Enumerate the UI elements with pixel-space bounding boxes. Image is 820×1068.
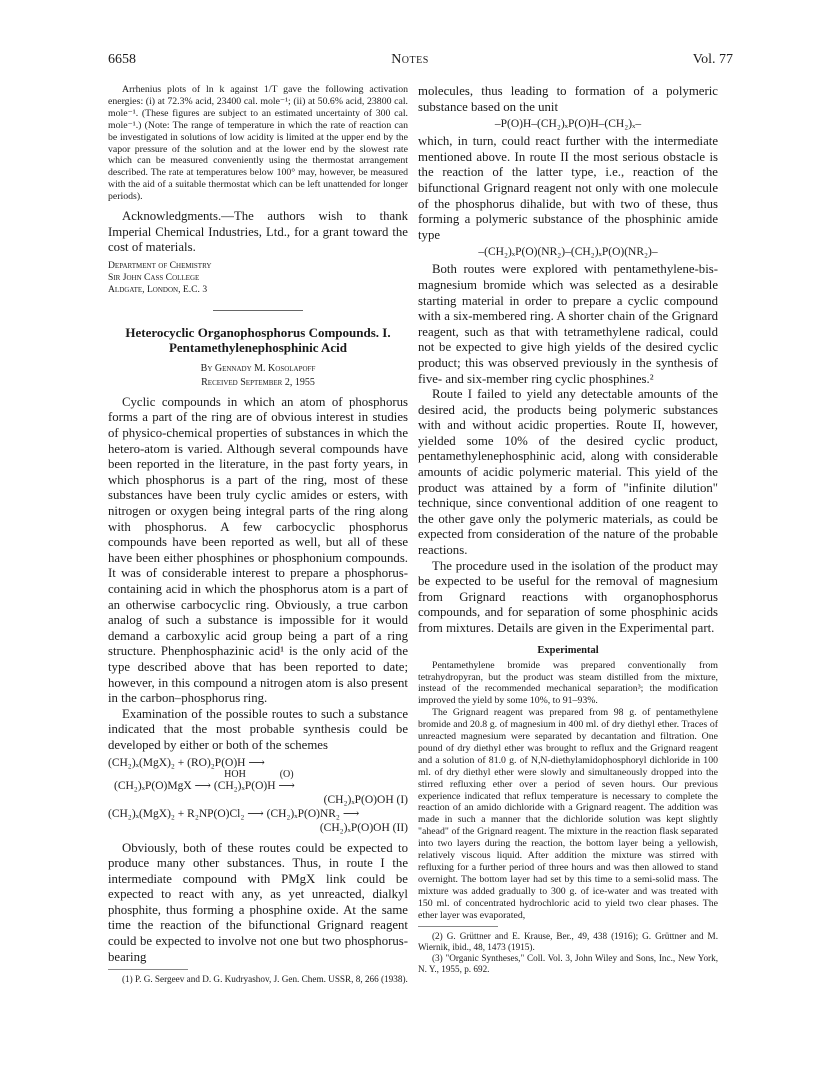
article-title-line-2: Pentamethylenephosphinic Acid <box>168 339 348 355</box>
polymer-unit-formula: –P(O)H–(CH₂)ₓP(O)H–(CH₂)ₓ– <box>494 118 642 131</box>
page-number: 6658 <box>108 52 136 67</box>
received-date: Received September 2, 1955 <box>201 376 315 388</box>
routes-explored-paragraph: Both routes were explored with pentamethylene-bis-magnesium bromide which was selected as a desirable starting material in order to prepare a cyclic compound with a six-membered ring. A shorter chain of the Grignard reagent, such as that with tetramethylene radical, could not be expected to give high yields of the desired cyclic product; this was observed previously in the synthesis of five- and six-member ring cyclic phosphines.² <box>418 262 718 386</box>
phosphinic-amide-formula: –(CH₂)ₓP(O)(NR₂)–(CH₂)ₓP(O)(NR₂)– <box>478 246 658 259</box>
routes-paragraph: Examination of the possible routes to such a substance indicated that the most probable synthesis could be developed by either or both of the schemes <box>108 706 408 752</box>
reaction-schemes <box>108 756 408 835</box>
page-header <box>0 52 820 72</box>
right-column <box>418 84 718 975</box>
footnote-3: (3) "Organic Syntheses," Coll. Vol. 3, John Wiley and Sons, Inc., New York, N. Y., 1955, p. 692. <box>418 952 718 974</box>
experimental-paragraph-1: Pentamethylene bromide was prepared conventionally from tetrahydropyran, but the product was steam distilled from the mixture, instead of the recommended mechanical separation³; the modification improved the yield by some 10%, to 91–93%. <box>418 659 718 707</box>
affiliation-line-3: Aldgate, London, E.C. 3 <box>108 283 208 295</box>
scheme-1-oxidation-step <box>278 768 295 793</box>
footnote-1: (1) P. G. Sergeev and D. G. Kudryashov, J. Gen. Chem. USSR, 8, 266 (1938). <box>122 974 408 985</box>
left-column <box>108 84 408 985</box>
affiliation-line-2: Sir John Cass College <box>108 271 200 283</box>
footnote-rule <box>108 969 188 970</box>
scheme-2-line-2: (CH₂)ₓP(O)OH (II) <box>319 821 408 834</box>
section-divider <box>213 310 303 311</box>
author-byline: By Gennady M. Kosolapoff <box>200 362 316 374</box>
affiliation <box>108 260 408 296</box>
arrhenius-paragraph: Arrhenius plots of ln k against 1/T gave the following activation energies: (i) at 72.3% acid, 23400 cal. mole⁻¹; (ii) at 50.6% acid, 23800 cal. mole⁻¹. (These figures are subject to an estimated uncertainty of 300 cal. mole⁻¹.) (Note: The range of temperature in which the rate of reaction can be investigated in solutions of low acidity is limited at the upper end by the vapor pressure of the solution and at the lower end by the slowest rate which can be measured conveniently using the thermostat arrangement described. The rate at temperatures below 100° may, however, be measured with the aid of a suitable thermostat which can be left unattended for longer periods). <box>108 84 408 203</box>
footnote-2: (2) G. Grüttner and E. Krause, Ber., 49, 438 (1916); G. Grüttner and M. Wiernik, ibid., 48, 1473 (1915). <box>418 930 718 952</box>
scheme-1-hoh-label: HOH <box>224 768 246 780</box>
route-obstacle-paragraph: which, in turn, could react further with the intermediate mentioned above. In route II the most serious obstacle is the reaction of the latter type, i.e., reaction of the bifunctional Grignard reagent not only with one molecule of the phosphorus dihalide, but with two of these, thus forming a polymeric substance of the phosphinic amide type <box>418 134 718 242</box>
intro-paragraph: Cyclic compounds in which an atom of phosphorus forms a part of the ring are of obvious interest in studies of physico-chemical properties of substances in which the hetero-atom is varied. Although several compounds have been reported in the literature, in the past forty years, in which phosphorus is a part of the ring, most of these substances have been truly cyclic amides or esters, with nitrogen or oxygen being integral parts of the ring along with phosphorus. A few carbocyclic phosphorus compounds have been reported as well, but all of these have been either phosphines or phosphonium compounds. It was of considerable interest to prepare a phosphorus-containing acid in which the phosphorus atom is a part of an otherwise carbocyclic ring. Obviously, a true carbon analog of such a substance is impossible for it would demand a carboxylic acid group being a part of a ring structure. Phenphosphazinic acid¹ is the only acid of the type described above that has been reported to date; however, in this compound a nitrogen atom is also present in the carbon–phosphorus ring. <box>108 394 408 706</box>
scheme-2-line-1: (CH₂)ₓ(MgX)₂ + R₂NP(O)Cl₂ ⟶ (CH₂)ₓP(O)NR₂ ⟶ <box>108 807 360 820</box>
acknowledgments: Acknowledgments.—The authors wish to thank Imperial Chemical Industries, Ltd., for a grant toward the cost of materials. <box>108 209 408 255</box>
scheme-1-line-2 <box>108 768 408 793</box>
experimental-paragraph-2: The Grignard reagent was prepared from 98 g. of pentamethylene bromide and 20.8 g. of magnesium in 400 ml. of dry diethyl ether. Traces of unreacted magnesium were separated by decantation and filtration. One pound of dry diethyl ether was brought to reflux and the Grignard reagent and a solution of 81.0 g. of N,N-diethylamidophosphoryl dichloride in 100 ml. of dry diethyl ether were slowly and simultaneously dropped into the stirred refluxing ether over a period of seven hours. Our previous experience indicated that reflux temperature is necessary to complete the reaction of an amido dichloride with a Grignard reagent. The addition was made in such a manner that the dichloride solution was kept slightly "ahead" of the Grignard reagent. The mixture in the reaction flask separated into two layers during the reaction, the bottom layer being a yellowish, relatively viscous liquid. After addition the mixture was stirred with refluxing for a further period of three hours and was then allowed to stand overnight. The bottom layer had set by this time to a semi-solid mass. The mixture was added gradually to 300 g. of ice-water and was treated with 150 ml. of concentrated hydrochloric acid to yield two clear phases. The ether layer was evaporated, <box>418 707 718 921</box>
footnote-rule-right <box>418 926 498 927</box>
experimental-heading: Experimental <box>537 644 599 656</box>
route-results-paragraph: Route I failed to yield any detectable amounts of the desired acid, the products being polymeric substances with and without acidic properties. Route II, however, yielded some 10% of the desired cyclic product, pentamethylenephosphinic acid, along with considerable amounts of acidic polymeric material. This yield of the product was attained by a form of "infinite dilution" technique, since conventional addition of one reagent to the other gave only the polymeric materials, as could be expected from consideration of the nature of the probable reactions. <box>418 387 718 558</box>
procedure-paragraph: The procedure used in the isolation of the product may be expected to be useful for the removal of magnesium from Grignard reactions with organophosphorus compounds, and for separation of some phosphinic acids from mixtures. Details are given in the Experimental part. <box>418 558 718 635</box>
scheme-1-hoh-step <box>194 768 276 793</box>
scheme-1-oxidation-arrow: ⟶ <box>278 779 295 792</box>
running-title: Notes <box>391 52 429 67</box>
scheme-1-oxidation-label: (O) <box>279 768 294 780</box>
volume-number: Vol. 77 <box>692 52 733 67</box>
scheme-1-line-1: (CH₂)ₓ(MgX)₂ + (RO)₂P(O)H ⟶ <box>108 756 265 769</box>
scheme-1-line-3: (CH₂)ₓP(O)OH (I) <box>323 793 408 806</box>
scheme-1-grignard: (CH₂)ₓP(O)MgX <box>114 779 192 792</box>
article-title-line-1: Heterocyclic Organophosphorus Compounds. I. <box>125 324 391 340</box>
article-title <box>108 325 408 355</box>
scheme-1-phosphinous: ⟶ (CH₂)ₓP(O)H <box>194 779 276 792</box>
affiliation-line-1: Department of Chemistry <box>108 259 212 271</box>
continuation-paragraph: molecules, thus leading to formation of a polymeric substance based on the unit <box>418 84 718 114</box>
discussion-paragraph: Obviously, both of these routes could be expected to produce many other substances. Thus, in route I the intermediate compound with PMgX link could be expected to react with any, as yet unreacted, dialkyl phosphite, thus forming a phosphine oxide. At the same time the reaction of the bifunctional Grignard reagent could be expected to involve not one but two phosphorus-bearing <box>108 840 408 964</box>
